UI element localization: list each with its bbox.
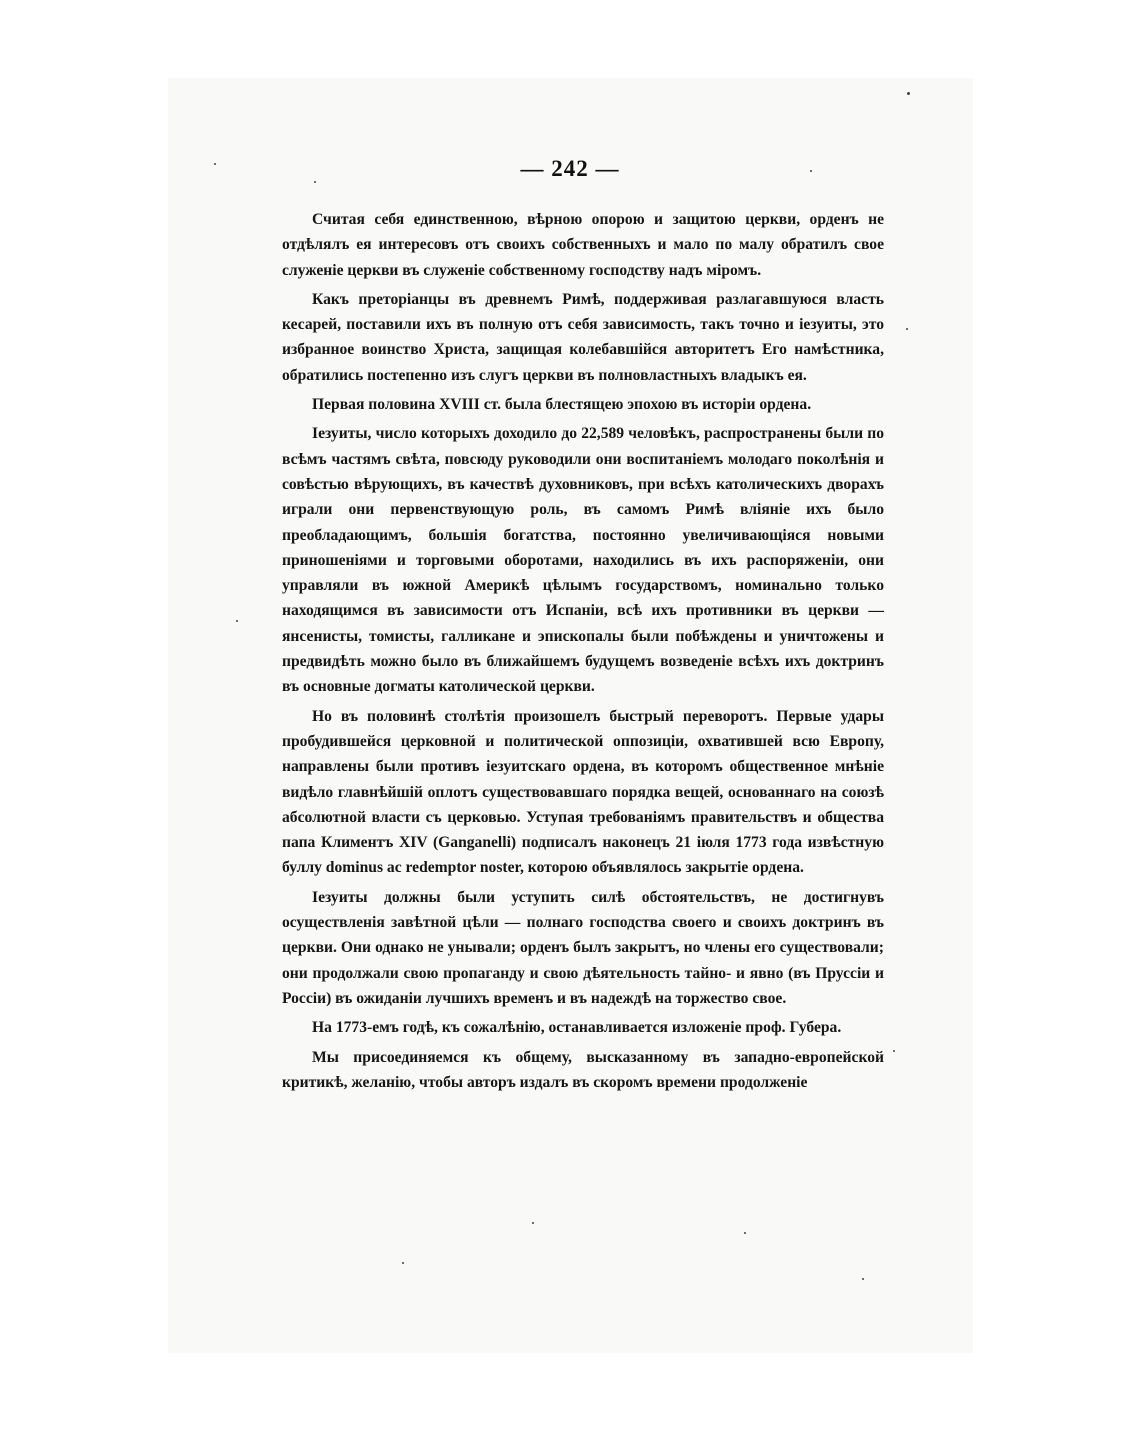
paragraph-2: Какъ преторiанцы въ древнемъ Римѣ, поддерживая разлагавшуюся власть кесарей, поставили ихъ въ полную отъ себя зависимость, такъ точно и iезуиты, это избранное воинство Христа, защищая колебавшiйся авторитетъ Его намѣстника, обратились постепенно изъ слугъ церкви въ полновластныхъ владыкъ ея. <box>282 290 884 384</box>
paragraph-5: Но въ половинѣ столѣтiя произошелъ быстрый переворотъ. Первые удары пробудившейся церковной и политической оппозицiи, охватившей всю Европу, направлены были противъ iезуитскаго ордена, въ которомъ общественное мнѣнiе видѣло главнѣйшiй оплотъ существовавшаго порядка вещей, основаннаго на союзѣ абсолютной власти съ церковью. Уступая требованiямъ правительствъ и общества папа Климентъ XIV (Ganganelli) подписалъ наконецъ 21 iюля 1773 года извѣстную буллу dominus ac redemptor noster, которою объявлялось закрытiе ордена. <box>282 707 884 877</box>
paragraph-7: На 1773-емъ годѣ, къ сожалѣнiю, останавливается изложенiе проф. Губера. <box>312 1019 842 1037</box>
scan-speck <box>236 620 238 622</box>
scan-speck <box>893 1050 895 1052</box>
paragraph-1: Считая себя единственною, вѣрною опорою и защитою церкви, орденъ не отдѣлялъ ея интересовъ отъ своихъ собственныхъ и мало по малу обратилъ свое служенiе церкви въ служенiе собственному господству надъ мiромъ. <box>282 211 884 279</box>
paragraph-3: Первая половина XVIII ст. была блестящею эпохою въ исторiи ордена. <box>312 396 812 414</box>
scan-speck <box>314 181 316 183</box>
scan-speck <box>906 328 908 330</box>
paragraph-4: Iезуиты, число которыхъ доходило до 22,589 человѣкъ, распространены были по всѣмъ частямъ свѣта, повсюду руководили они воспитанiемъ молодаго поколѣнiя и совѣстью вѣрующихъ, въ качествѣ духовниковъ, при всѣхъ католическихъ дворахъ играли они первенствующую роль, въ самомъ Римѣ влiянiе ихъ было преобладающимъ, большiя богатства, постоянно увеличивающiяся новыми приношенiями и торговыми оборотами, находились въ ихъ распоряженiи, они управляли въ южной Америкѣ цѣлымъ государствомъ, номинально только находящимся въ зависимости отъ Испанiи, всѣ ихъ противники въ церкви — янсенисты, томисты, галликане и эпископалы были побѣждены и уничтожены и предвидѣть можно было въ ближайшемъ будущемъ возведенiе всѣхъ ихъ доктринъ въ основные догматы католической церкви. <box>282 425 884 696</box>
scan-speck <box>402 1262 404 1264</box>
scan-speck <box>214 163 216 165</box>
body-text <box>282 207 884 1099</box>
page-number: — 242 — <box>520 156 620 181</box>
scan-speck <box>532 1222 534 1224</box>
scan-speck <box>744 1232 746 1234</box>
scan-speck <box>810 170 812 172</box>
scan-speck <box>862 1278 864 1280</box>
paragraph-6: Iезуиты должны были уступить силѣ обстоятельствъ, не достигнувъ осуществленiя завѣтной цѣли — полнаго господства своего и своихъ доктринъ въ церкви. Они однако не унывали; орденъ былъ закрытъ, но члены его существовали; они продолжали свою пропаганду и свою дѣятельность тайно- и явно (въ Пруссiи и Россiи) въ ожиданiи лучшихъ временъ и въ надеждѣ на торжество свое. <box>282 888 884 1007</box>
scan-speck <box>907 92 910 95</box>
paragraph-8: Мы присоединяемся къ общему, высказанному въ западно-европейской критикѣ, желанiю, чтобы авторъ издалъ въ скоромъ времени продолженiе <box>282 1048 884 1091</box>
